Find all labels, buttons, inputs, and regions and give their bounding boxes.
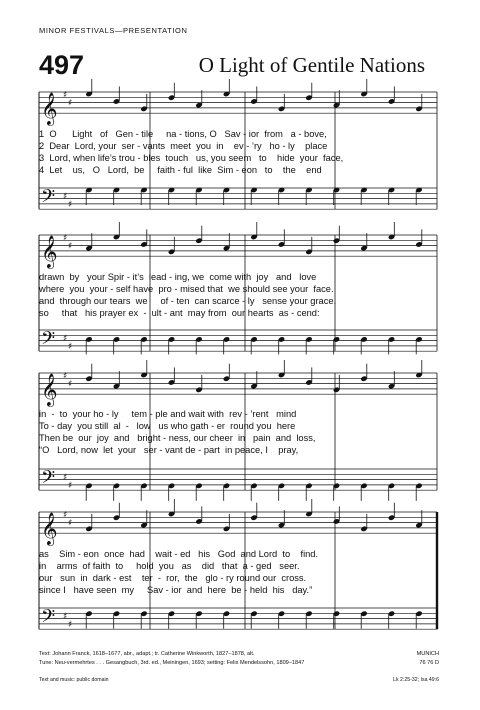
sharp-icon: ♯ [63,233,68,244]
lyric-line: where you your - self have pro - mised that we should see your face. [39,284,334,294]
lyrics-system-2 [39,271,439,319]
sharp-icon: ♯ [63,611,68,622]
lyrics-system-1 [39,128,439,176]
treble-clef-icon: 𝄞 [41,235,58,269]
copyright: Text and music: public domain [39,677,109,683]
tune-name: MUNICH [416,651,439,657]
bass-clef-icon: 𝄢 [41,606,56,632]
sharp-icon: ♯ [68,518,73,529]
bass-clef-icon: 𝄢 [41,186,56,212]
sharp-icon: ♯ [68,379,73,390]
sharp-icon: ♯ [68,480,73,491]
credits [39,650,304,668]
sharp-icon: ♯ [63,371,68,382]
sharp-icon: ♯ [63,472,68,483]
lyric-line: 4 Let us, O Lord, be faith - ful like Sim - eon to the end [39,165,322,175]
lyric-line: 2 Dear Lord, your ser - vants meet you in ev - ’ry ho - ly place [39,141,328,151]
sharp-icon: ♯ [63,90,68,101]
lyric-line: and through our tears we of - ten can scarce - ly sense your grace. [39,296,337,306]
lyrics-system-4 [39,548,439,596]
meter: 76 76 D [419,660,439,666]
hymn-number: 497 [39,50,85,80]
treble-clef-icon: 𝄞 [41,92,58,126]
sharp-icon: ♯ [63,333,68,344]
tune-info [417,650,439,668]
text-credit: Text: Johann Franck, 1618–1677, abr., adapt.; tr. Catherine Winkworth, 1827–1878, alt. [39,651,255,657]
sharp-icon: ♯ [63,510,68,521]
tune-credit: Tune: Neu-vermehrtes . . . Gesangbuch, 3rd. ed., Meiningen, 1693; setting: Felix Mendelssohn, 1809–1847 [39,660,305,666]
section-heading: MINOR FESTIVALS—PRESENTATION [39,26,188,35]
hymn-title: O Light of Gentile Nations [198,53,425,77]
lyrics-system-3 [39,408,439,456]
treble-clef-icon: 𝄞 [41,512,58,546]
sharp-icon: ♯ [68,241,73,252]
lyric-line: our sun in dark - est ter - ror, the glo - ry round our cross. [39,573,307,583]
lyric-line: To - day you still al - low us who gath - er round you here [39,421,296,431]
bass-clef-icon: 𝄢 [41,328,56,354]
lyric-line: so that his prayer ex - ult - ant may from our hearts as - cend: [39,308,320,318]
sharp-icon: ♯ [68,341,73,352]
scripture-reference: Lk 2:25-32; Isa 49:6 [393,677,439,683]
sharp-icon: ♯ [63,191,68,202]
lyric-line: in arms of faith to hold you as did that a - ged seer. [39,561,300,571]
lyric-line: since I have seen my Sav - ior and here be - held his day.” [39,585,313,595]
sharp-icon: ♯ [68,619,73,630]
lyric-line: 1 O Light of Gen - tile na - tions, O Sav - ior from a - bove, [39,129,327,139]
lyric-line: 3 Lord, when life’s trou - bles touch us, you seem to hide your face, [39,153,344,163]
bass-clef-icon: 𝄢 [41,467,56,493]
lyric-line: drawn by your Spir - it’s lead - ing, we come with joy and love [39,272,317,282]
treble-clef-icon: 𝄞 [41,373,58,407]
lyric-line: as Sim - eon once had wait - ed his God and Lord to find. [39,549,319,559]
sharp-icon: ♯ [68,98,73,109]
sharp-icon: ♯ [68,199,73,210]
lyric-line: in - to your ho - ly tem - ple and wait with rev - ’rent mind [39,409,297,419]
lyric-line: Then be our joy and bright - ness, our cheer in pain and loss, [39,433,316,443]
lyric-line: “O Lord, now let your ser - vant de - part in peace, I pray, [39,445,299,455]
